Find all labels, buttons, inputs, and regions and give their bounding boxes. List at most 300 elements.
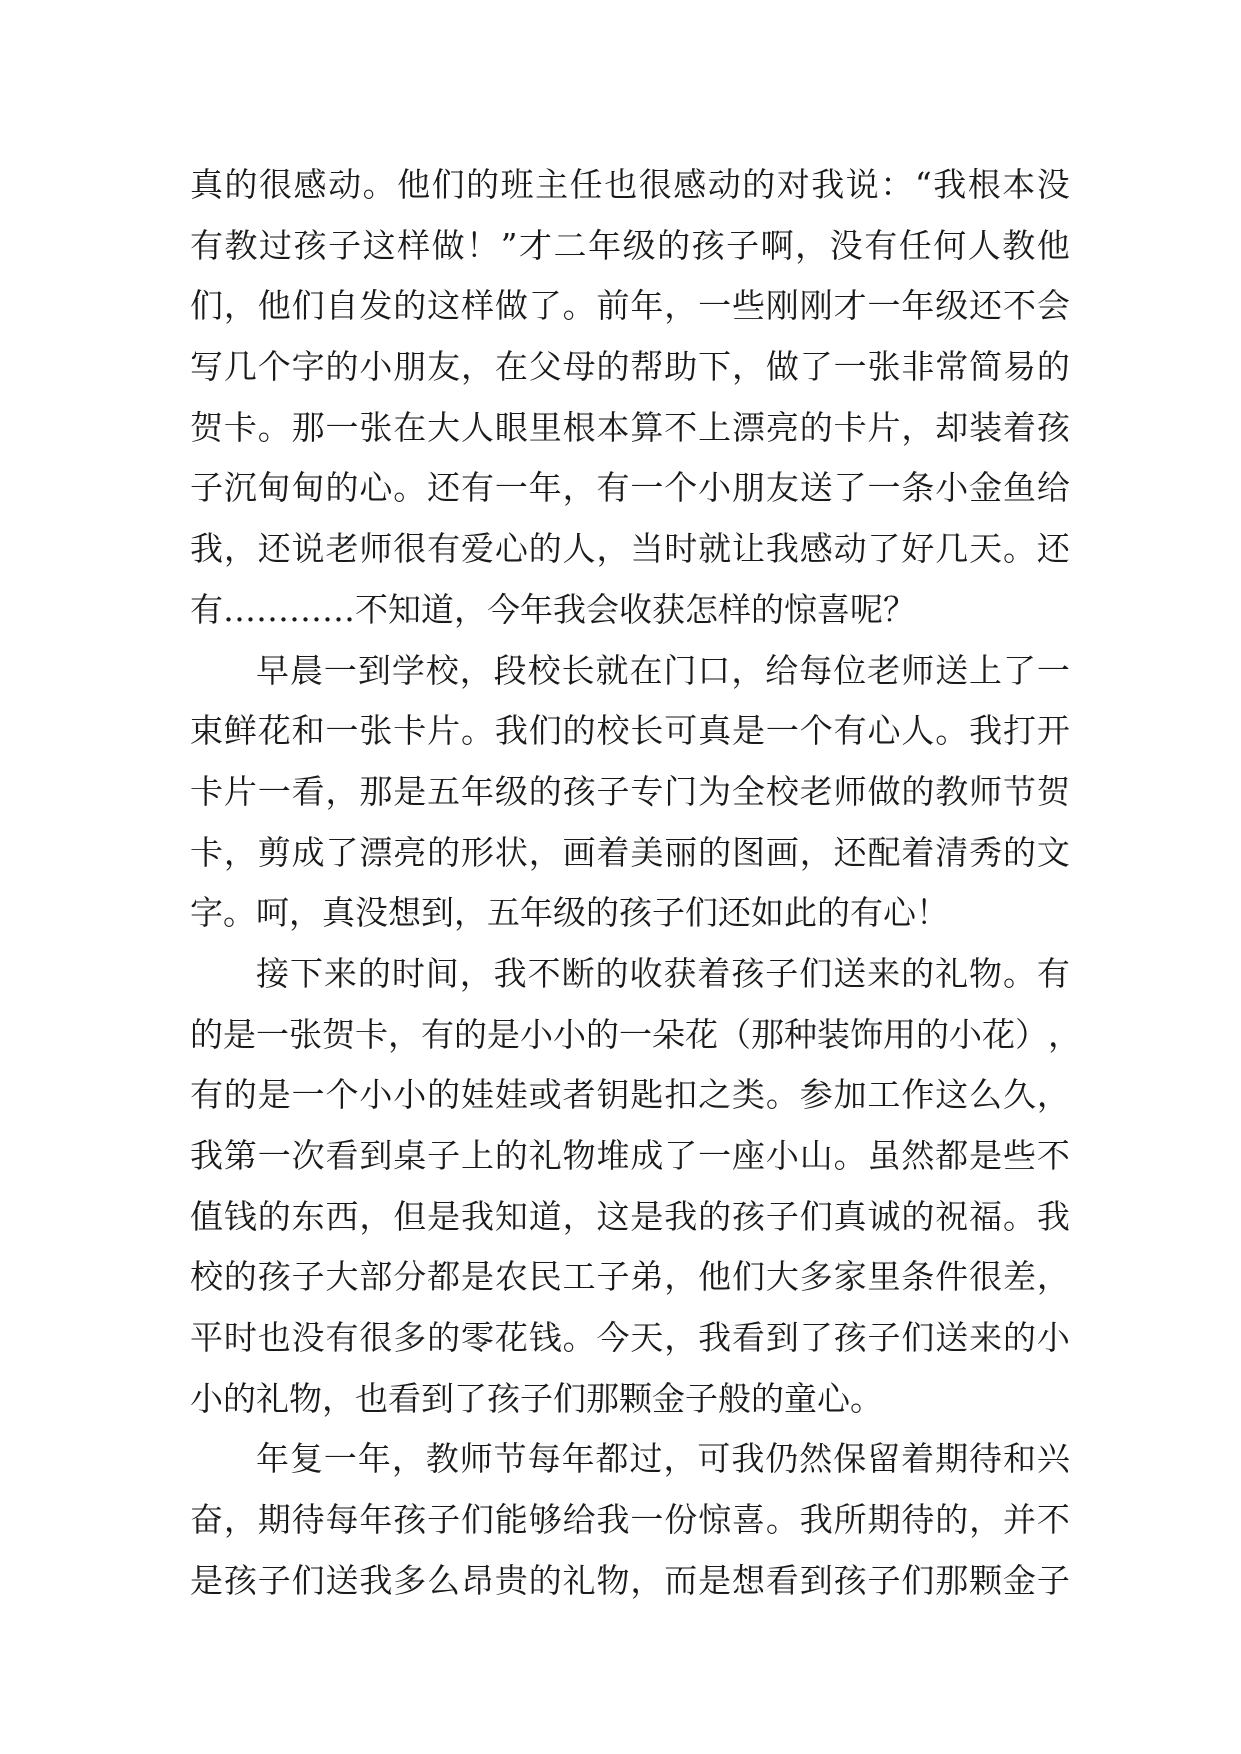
glyph: 份: [664, 1500, 698, 1540]
glyph: 刚: [765, 286, 799, 326]
glyph: 的: [935, 1500, 969, 1540]
glyph: 很: [393, 529, 427, 569]
glyph: 到: [799, 1560, 833, 1600]
glyph: 道: [528, 1196, 562, 1236]
glyph: 形: [461, 832, 494, 872]
glyph: 钥: [596, 1075, 630, 1115]
glyph: ，: [630, 1560, 664, 1600]
glyph: 第: [223, 1136, 257, 1175]
glyph: ，: [664, 1257, 698, 1297]
glyph: ，: [562, 468, 596, 508]
glyph: 。: [765, 1075, 799, 1115]
glyph: 平: [190, 1318, 223, 1358]
glyph: 晨: [289, 650, 323, 690]
glyph: 校: [425, 650, 459, 690]
glyph: 片: [223, 771, 257, 811]
glyph: 者: [562, 1075, 596, 1115]
glyph: 子: [291, 1257, 325, 1297]
glyph: 个: [257, 347, 291, 387]
glyph: 些: [1003, 1136, 1036, 1175]
text-line: [190, 1065, 1070, 1126]
glyph: 金: [1003, 1560, 1036, 1600]
line-text: 小的礼物，也看到了孩子们那颗金子般的童心。: [190, 1378, 883, 1418]
glyph: 还: [969, 286, 1003, 326]
glyph: 着: [901, 832, 935, 872]
glyph: 天: [630, 1318, 664, 1358]
glyph: 孩: [393, 1500, 427, 1540]
glyph: 大: [325, 1257, 359, 1297]
glyph: 样: [461, 286, 494, 326]
glyph: 孩: [223, 1560, 257, 1600]
glyph: 期: [935, 1439, 969, 1479]
glyph: 有: [596, 468, 630, 508]
glyph: 差: [1003, 1257, 1036, 1297]
paragraph-first-line: [190, 641, 1070, 702]
glyph: 我: [1036, 1196, 1070, 1236]
text-line: [190, 1187, 1070, 1248]
glyph: 的: [427, 1075, 461, 1115]
glyph: 送: [799, 468, 833, 508]
glyph: 娃: [461, 1075, 494, 1115]
glyph: 子: [257, 1560, 291, 1600]
glyph: 状: [494, 832, 528, 872]
glyph: 一: [698, 1136, 732, 1175]
glyph: 加: [833, 1075, 867, 1115]
glyph: 成: [630, 1136, 664, 1175]
glyph: 都: [427, 1257, 461, 1297]
glyph: 钱: [528, 1318, 562, 1358]
glyph: 前: [596, 286, 630, 326]
glyph: 装: [817, 1014, 850, 1054]
glyph: 五: [427, 771, 461, 811]
glyph: 待: [969, 1439, 1003, 1479]
glyph: 。: [935, 711, 969, 751]
glyph: 一: [867, 468, 901, 508]
glyph: 张: [867, 347, 901, 387]
glyph: 孩: [562, 771, 596, 811]
glyph: ，: [732, 347, 765, 387]
glyph: 和: [291, 711, 325, 751]
glyph: 惊: [698, 1500, 732, 1540]
glyph: 一: [1036, 650, 1070, 690]
glyph: 感: [799, 529, 833, 569]
glyph: 门: [663, 650, 697, 690]
glyph: 座: [732, 1136, 765, 1175]
glyph: 专: [630, 771, 664, 811]
glyph: 母: [562, 347, 596, 387]
glyph: 一: [323, 1439, 357, 1479]
glyph: 兴: [1036, 1439, 1070, 1479]
glyph: ，: [1036, 1075, 1070, 1115]
text-line: [190, 216, 1070, 277]
glyph: 张: [289, 1014, 322, 1054]
glyph: 一: [257, 771, 291, 811]
glyph: 非: [901, 347, 935, 387]
glyph: 那: [359, 771, 393, 811]
glyph: 人: [901, 711, 935, 751]
glyph: 的: [528, 529, 562, 569]
glyph: 着: [697, 953, 731, 993]
glyph: 卡: [223, 407, 257, 447]
glyph: 让: [732, 529, 765, 569]
glyph: 但: [393, 1196, 427, 1236]
glyph: 啊: [760, 225, 794, 265]
glyph: 贺: [1036, 771, 1070, 811]
glyph: 值: [190, 1196, 223, 1236]
glyph: 很: [638, 165, 672, 204]
glyph: 的: [190, 1014, 223, 1054]
glyph: 师: [901, 650, 935, 690]
glyph: 能: [494, 1500, 528, 1540]
glyph: ，: [1036, 1257, 1070, 1297]
glyph: 真: [698, 711, 732, 751]
glyph: ：: [880, 165, 914, 204]
paragraph-first-line: [190, 944, 1070, 1005]
glyph: 物: [596, 1560, 630, 1600]
glyph: 好: [901, 529, 935, 569]
glyph: 开: [1036, 711, 1070, 751]
glyph: 上: [969, 650, 1003, 690]
glyph: 为: [698, 771, 732, 811]
glyph: 喜: [732, 1500, 765, 1540]
glyph: 做: [431, 225, 465, 265]
glyph: 卡: [833, 407, 867, 447]
glyph: 的: [901, 771, 935, 811]
glyph: 本: [596, 407, 630, 447]
glyph: 一: [325, 407, 359, 447]
glyph: 匙: [630, 1075, 664, 1115]
glyph: 小: [393, 1075, 427, 1115]
glyph: 是: [257, 1075, 291, 1115]
glyph: 断: [561, 953, 595, 993]
glyph: 段: [493, 650, 527, 690]
glyph: 我: [596, 1500, 630, 1540]
glyph: 爱: [461, 529, 494, 569]
glyph: 物: [562, 1136, 596, 1175]
glyph: 还: [1036, 529, 1070, 569]
glyph: 送: [325, 1560, 359, 1600]
glyph: 们: [901, 1560, 935, 1600]
glyph: 孩: [833, 1318, 867, 1358]
glyph: 老: [799, 771, 833, 811]
glyph: 想: [732, 1560, 765, 1600]
glyph: 的: [1036, 347, 1070, 387]
glyph: 看: [765, 1560, 799, 1600]
glyph: 够: [528, 1500, 562, 1540]
glyph: ，: [664, 1318, 698, 1358]
glyph: 的: [901, 1196, 935, 1236]
glyph: 多: [799, 1257, 833, 1297]
glyph: 个: [325, 1075, 359, 1115]
glyph: 奋: [190, 1500, 223, 1540]
glyph: 校: [596, 711, 630, 751]
glyph: 口: [697, 650, 731, 690]
glyph: 看: [325, 1136, 359, 1175]
glyph: 的: [799, 407, 833, 447]
glyph: ，: [223, 832, 257, 872]
glyph: 我: [461, 1196, 494, 1236]
glyph: 每: [799, 650, 833, 690]
glyph: 级: [622, 225, 656, 265]
glyph: ，: [223, 286, 257, 326]
glyph: 了: [867, 529, 901, 569]
glyph: 礼: [935, 953, 969, 993]
glyph: 来: [323, 953, 357, 993]
glyph: 年: [461, 771, 494, 811]
text-line: [190, 519, 1070, 580]
glyph: 漂: [732, 407, 765, 447]
glyph: 。: [1003, 529, 1036, 569]
glyph: 子: [596, 1257, 630, 1297]
glyph: 写: [190, 347, 223, 387]
glyph: 我: [811, 165, 845, 204]
glyph: 一: [867, 286, 901, 326]
glyph: 那: [291, 407, 325, 447]
glyph: 清: [935, 832, 969, 872]
glyph: 条: [901, 468, 935, 508]
glyph: 之: [698, 1075, 732, 1115]
glyph: 友: [427, 347, 461, 387]
glyph: 眼: [494, 407, 528, 447]
glyph: 着: [596, 832, 630, 872]
glyph: 颗: [969, 1560, 1003, 1600]
glyph: 我: [969, 711, 1003, 751]
glyph: 帮: [630, 347, 664, 387]
glyph: 感: [293, 165, 327, 204]
glyph: 。: [362, 165, 396, 204]
glyph: ）: [1015, 1014, 1048, 1054]
glyph: 那: [751, 1014, 784, 1054]
glyph: 一: [833, 347, 867, 387]
glyph: 片: [427, 711, 461, 751]
glyph: 条: [901, 1257, 935, 1297]
glyph: 这: [362, 225, 396, 265]
glyph: 。: [461, 711, 494, 751]
glyph: ”: [500, 225, 518, 265]
glyph: 待: [291, 1500, 325, 1540]
glyph: 在: [629, 650, 663, 690]
glyph: 给: [765, 650, 799, 690]
glyph: 年: [528, 468, 562, 508]
glyph: 说: [845, 165, 879, 204]
glyph: 感: [673, 165, 707, 204]
glyph: 子: [867, 1560, 901, 1600]
glyph: 可: [664, 711, 698, 751]
glyph: 几: [935, 529, 969, 569]
glyph: 久: [1003, 1075, 1036, 1115]
glyph: 些: [732, 286, 765, 326]
glyph: 小: [1036, 1318, 1070, 1358]
glyph: 期: [257, 1500, 291, 1540]
glyph: 们: [732, 1257, 765, 1297]
glyph: 下: [289, 953, 323, 993]
glyph: 做: [867, 771, 901, 811]
glyph: 孩: [833, 1560, 867, 1600]
glyph: 美: [630, 832, 664, 872]
glyph: 给: [562, 1500, 596, 1540]
glyph: 真: [190, 165, 223, 204]
glyph: 没: [829, 225, 863, 265]
glyph: 。: [562, 1318, 596, 1358]
text-line: [190, 276, 1070, 337]
glyph: 小: [949, 1014, 982, 1054]
glyph: 贵: [494, 1560, 528, 1600]
glyph: 大: [427, 407, 461, 447]
glyph: 的: [466, 165, 500, 204]
glyph: 鲜: [223, 711, 257, 751]
glyph: 保: [833, 1439, 867, 1479]
glyph: 门: [664, 771, 698, 811]
glyph: 是: [969, 1136, 1003, 1175]
glyph: 的: [257, 1196, 291, 1236]
glyph: 级: [935, 286, 969, 326]
glyph: 鱼: [1003, 468, 1036, 508]
glyph: ，: [461, 347, 494, 387]
glyph: 金: [969, 468, 1003, 508]
glyph: 一: [291, 1075, 325, 1115]
glyph: 长: [561, 650, 595, 690]
glyph: 是: [487, 1014, 520, 1054]
glyph: 张: [359, 711, 393, 751]
glyph: 了: [664, 1136, 698, 1175]
glyph: ，: [391, 1439, 425, 1479]
glyph: 年: [359, 1500, 393, 1540]
glyph: 却: [935, 407, 969, 447]
glyph: 子: [765, 1196, 799, 1236]
text-line: [190, 458, 1070, 519]
glyph: 着: [901, 1439, 935, 1479]
glyph: 师: [459, 1439, 493, 1479]
glyph: 丽: [664, 832, 698, 872]
glyph: 种: [784, 1014, 817, 1054]
glyph: 花: [257, 711, 291, 751]
glyph: 祝: [935, 1196, 969, 1236]
glyph: 是: [223, 1014, 256, 1054]
glyph: 算: [630, 407, 664, 447]
glyph: 贺: [190, 407, 223, 447]
glyph: 长: [630, 711, 664, 751]
text-line: [190, 1551, 1070, 1612]
glyph: 没: [291, 1318, 325, 1358]
glyph: 天: [969, 529, 1003, 569]
glyph: 我: [359, 1560, 393, 1600]
glyph: 件: [935, 1257, 969, 1297]
glyph: 子: [765, 953, 799, 993]
glyph: 在: [494, 347, 528, 387]
glyph: 获: [663, 953, 697, 993]
glyph: 的: [528, 771, 562, 811]
glyph: 一: [323, 650, 357, 690]
glyph: 东: [291, 1196, 325, 1236]
glyph: 所: [833, 1500, 867, 1540]
glyph: 子: [867, 1318, 901, 1358]
glyph: 一: [619, 1014, 652, 1054]
glyph: （: [718, 1014, 751, 1054]
glyph: ，: [459, 953, 493, 993]
glyph: 我: [190, 529, 223, 569]
glyph: 成: [291, 832, 325, 872]
glyph: 朋: [732, 468, 765, 508]
glyph: 不: [1036, 1500, 1070, 1540]
glyph: 教: [935, 771, 969, 811]
glyph: 桌: [393, 1136, 427, 1175]
glyph: 里: [528, 407, 562, 447]
glyph: ，: [1048, 1014, 1081, 1054]
glyph: 一: [325, 711, 359, 751]
glyph: 常: [935, 347, 969, 387]
glyph: 的: [742, 165, 776, 204]
glyph: 扣: [664, 1075, 698, 1115]
glyph: 都: [595, 1439, 629, 1479]
glyph: 老: [867, 650, 901, 690]
glyph: 过: [259, 225, 293, 265]
glyph: 子: [427, 1136, 461, 1175]
glyph: 师: [359, 529, 393, 569]
glyph: 孩: [731, 953, 765, 993]
glyph: 收: [629, 953, 663, 993]
glyph: 的: [1003, 832, 1036, 872]
glyph: ，: [663, 1439, 697, 1479]
glyph: 孩: [732, 1196, 765, 1236]
glyph: 了: [799, 347, 833, 387]
glyph: 今: [596, 1318, 630, 1358]
glyph: ，: [799, 832, 833, 872]
glyph: 我: [190, 1136, 223, 1175]
text-line: [190, 701, 1070, 762]
glyph: 复: [289, 1439, 323, 1479]
glyph: 的: [1003, 1318, 1036, 1358]
glyph: 娃: [494, 1075, 528, 1115]
glyph: 到: [357, 650, 391, 690]
glyph: ，: [223, 529, 257, 569]
glyph: 发: [359, 286, 393, 326]
glyph: 样: [397, 225, 431, 265]
glyph: 束: [190, 711, 223, 751]
glyph: 一: [256, 1014, 289, 1054]
line-text: 字。呵，真没想到，五年级的孩子们还如此的有心！: [190, 893, 949, 933]
glyph: 花: [982, 1014, 1015, 1054]
glyph: 朋: [393, 347, 427, 387]
glyph: 节: [1003, 771, 1036, 811]
glyph: 的: [325, 468, 359, 508]
glyph: 那: [935, 1560, 969, 1600]
glyph: 沉: [223, 468, 257, 508]
glyph: 一: [630, 468, 664, 508]
glyph: 主: [535, 165, 569, 204]
glyph: 做: [765, 347, 799, 387]
glyph: 的: [325, 347, 359, 387]
glyph: 期: [867, 1500, 901, 1540]
glyph: 早: [256, 650, 289, 690]
glyph: 农: [494, 1257, 528, 1297]
glyph: 。: [1002, 953, 1036, 993]
glyph: 片: [867, 407, 901, 447]
glyph: 是: [393, 771, 427, 811]
glyph: 仍: [765, 1439, 799, 1479]
glyph: 每: [527, 1439, 561, 1479]
glyph: 。: [393, 468, 427, 508]
glyph: 大: [765, 1257, 799, 1297]
glyph: 年: [357, 1439, 391, 1479]
glyph: 并: [1003, 1500, 1036, 1540]
glyph: 子: [190, 468, 223, 508]
glyph: 了: [799, 1318, 833, 1358]
text-line: [190, 1005, 1081, 1066]
glyph: 子: [596, 771, 630, 811]
glyph: 朵: [652, 1014, 685, 1054]
glyph: 根: [967, 165, 1001, 204]
glyph: 花: [685, 1014, 718, 1054]
